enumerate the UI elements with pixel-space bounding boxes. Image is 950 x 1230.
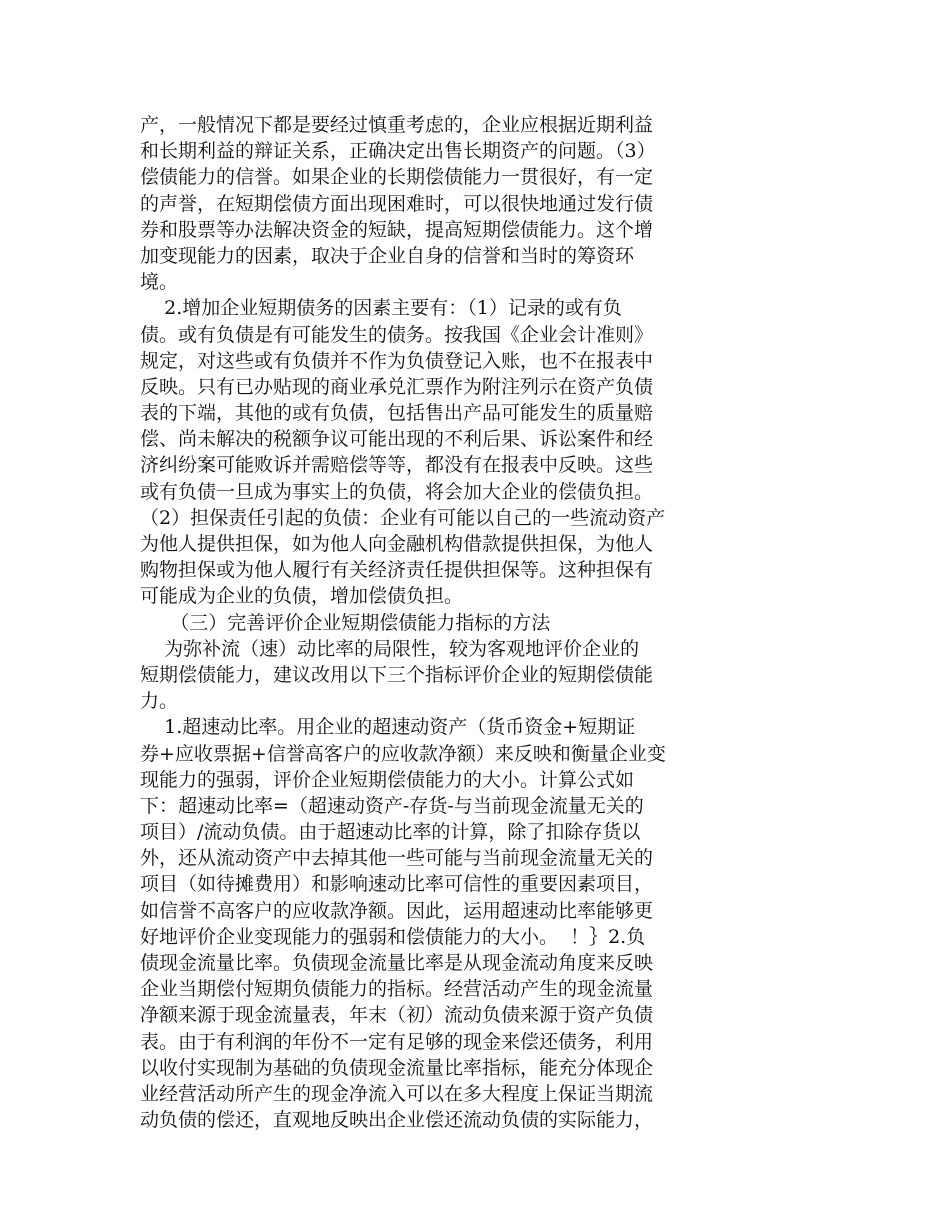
text-line: 债。或有负债是有可能发生的债务。按我国《企业会计准则》 xyxy=(140,323,654,346)
text-line: 项目）/流动负债。由于超速动比率的计算，除了扣除存货以 xyxy=(140,821,641,844)
text-line: 规定，对这些或有负债并不作为负债登记入账，也不在报表中 xyxy=(140,349,654,372)
text-line: 外，还从流动资产中去掉其他一些可能与当前现金流量无关的 xyxy=(140,847,654,870)
text-line: 业经营活动所产生的现金净流入可以在多大程度上保证当期流 xyxy=(140,1082,654,1105)
text-line: 债现金流量比率。负债现金流量比率是从现金流动角度来反映 xyxy=(140,952,654,974)
text-line: 为弥补流（速）动比率的局限性，较为客观地评价企业的 xyxy=(140,637,640,660)
text-line: 加变现能力的因素，取决于企业自身的信誉和当时的筹资环 xyxy=(140,244,635,267)
text-line: 净额来源于现金流量表，年末（初）流动负债来源于资产负债 xyxy=(140,1004,654,1027)
text-line: 和长期利益的辩证关系，正确决定出售长期资产的问题。（3） xyxy=(140,140,656,163)
text-line: 项目（如待摊费用）和影响速动比率可信性的重要因素项目， xyxy=(140,873,654,896)
body-text xyxy=(140,112,750,1133)
text-line: 偿、尚未解决的税额争议可能出现的不利后果、诉讼案件和经 xyxy=(140,428,654,451)
text-line: 可能成为企业的负债，增加偿债负担。 xyxy=(140,585,464,608)
text-line: 购物担保或为他人履行有关经济责任提供担保等。这种担保有 xyxy=(140,559,654,582)
text-line: 反映。只有已办贴现的商业承兑汇票作为附注列示在资产负债 xyxy=(140,375,654,398)
text-line: 如信誉不高客户的应收款净额。因此，运用超速动比率能够更 xyxy=(140,899,654,922)
text-line: 券和股票等办法解决资金的短缺，提高短期偿债能力。这个增 xyxy=(140,218,654,241)
text-line: 好地评价企业变现能力的强弱和偿债能力的大小。 ！｝2.负 xyxy=(140,925,646,948)
text-line: 的声誉，在短期偿债方面出现困难时，可以很快地通过发行债 xyxy=(140,192,654,215)
text-line: 现能力的强弱，评价企业短期偿债能力的大小。计算公式如 xyxy=(140,768,635,791)
text-line: 表的下端，其他的或有负债，包括售出产品可能发生的质量赔 xyxy=(140,402,654,425)
text-line: 为他人提供担保，如为他人向金融机构借款提供担保，为他人 xyxy=(140,533,654,555)
text-line: 偿债能力的信誉。如果企业的长期偿债能力一贯很好，有一定 xyxy=(140,166,654,189)
text-line: 券+应收票据+信誉高客户的应收款净额）来反映和衡量企业变 xyxy=(140,742,666,765)
text-line: 力。 xyxy=(140,690,179,713)
text-line: 济纠纷案可能败诉并需赔偿等等，都没有在报表中反映。这些 xyxy=(140,454,654,477)
text-line: 下：超速动比率=（超速动资产-存货-与当前现金流量无关的 xyxy=(140,794,644,817)
text-line: 短期偿债能力，建议改用以下三个指标评价企业的短期偿债能 xyxy=(140,663,654,686)
text-line: 动负债的偿还，直观地反映出企业偿还流动负债的实际能力， xyxy=(140,1109,654,1132)
text-line: 以收付实现制为基础的负债现金流量比率指标，能充分体现企 xyxy=(140,1056,654,1079)
text-line: 产，一般情况下都是要经过慎重考虑的，企业应根据近期利益 xyxy=(140,114,654,136)
text-line: 1.超速动比率。用企业的超速动资产（货币资金+短期证 xyxy=(140,716,636,739)
text-line: 企业当期偿付短期负债能力的指标。经营活动产生的现金流量 xyxy=(140,978,654,1001)
text-line: 表。由于有利润的年份不一定有足够的现金来偿还债务，利用 xyxy=(140,1030,654,1053)
text-line: （2）担保责任引起的负债：企业有可能以自己的一些流动资产 xyxy=(140,506,666,529)
text-line: （三）完善评价企业短期偿债能力指标的方法 xyxy=(140,611,551,634)
text-line: 2.增加企业短期债务的因素主要有：（1）记录的或有负 xyxy=(140,297,622,320)
text-line: 或有负债一旦成为事实上的负债，将会加大企业的偿债负担。 xyxy=(140,480,654,503)
text-line: 境。 xyxy=(140,271,179,294)
